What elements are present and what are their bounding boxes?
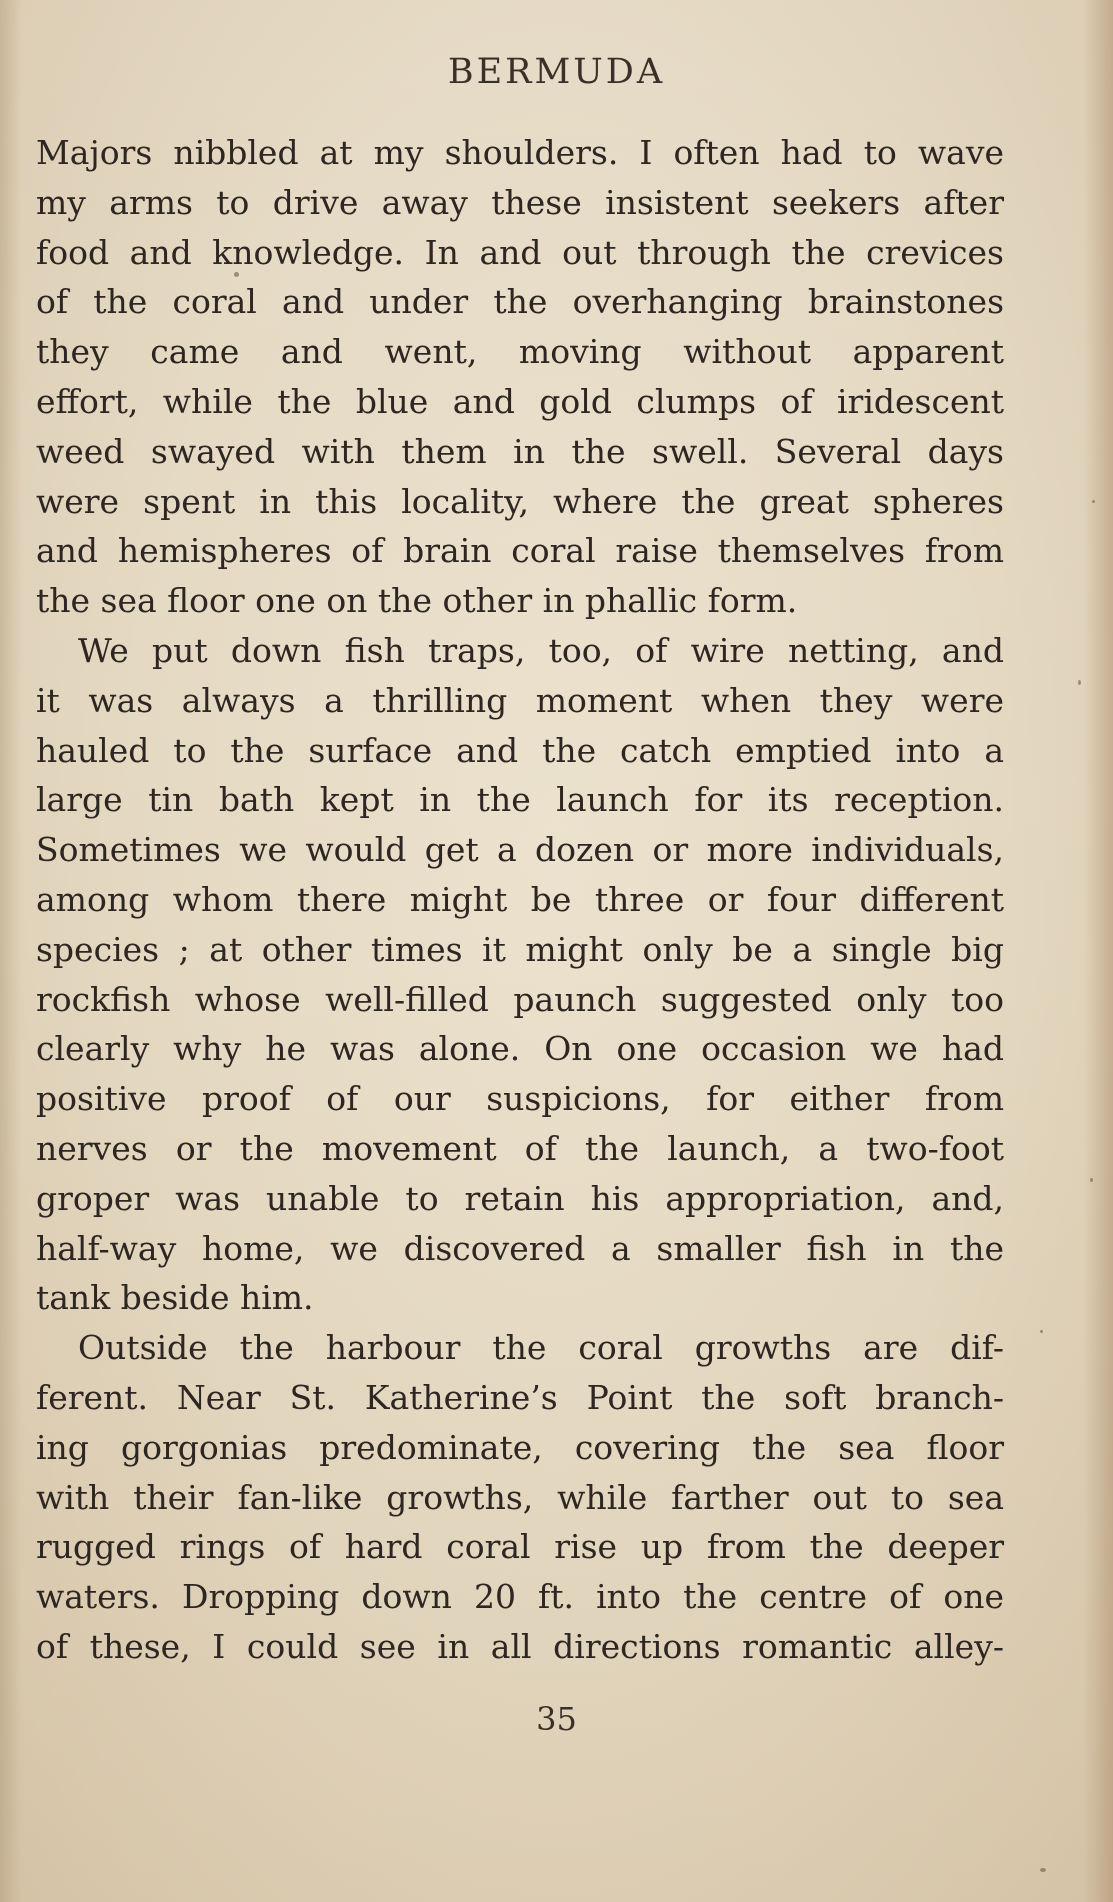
text-line: rockfish whose well-filled paunch suggested only too [36, 979, 1004, 1019]
text-line: effort, while the blue and gold clumps of iridescent [36, 381, 1004, 421]
text-line: ing gorgonias predominate, covering the sea floor [36, 1427, 1004, 1467]
text-line: the sea floor one on the other in phallic form. [36, 581, 798, 621]
paper-speck [1092, 500, 1095, 503]
text-line: of the coral and under the overhanging brainstones [36, 282, 1004, 322]
text-line: groper was unable to retain his appropriation, and, [36, 1178, 1004, 1218]
paper-speck [1040, 1330, 1043, 1333]
text-line: with their fan-like growths, while farther out to sea [36, 1477, 1004, 1517]
text-line: positive proof of our suspicions, for either from [36, 1079, 1004, 1119]
text-line: my arms to drive away these insistent seekers after [36, 182, 1004, 222]
text-line: and hemispheres of brain coral raise themselves from [36, 531, 1004, 571]
running-head: BERMUDA [447, 52, 666, 92]
text-line: species ; at other times it might only be a single big [36, 929, 1004, 969]
text-line: hauled to the surface and the catch emptied into a [36, 730, 1004, 770]
text-line: it was always a thrilling moment when they were [36, 680, 1004, 720]
text-line: Outside the harbour the coral growths are dif- [78, 1328, 1004, 1368]
paper-speck [234, 272, 239, 277]
text-line: were spent in this locality, where the great spheres [36, 481, 1004, 521]
text-line: clearly why he was alone. On one occasion we had [36, 1029, 1004, 1069]
text-line: We put down fish traps, too, of wire netting, and [78, 630, 1004, 670]
body-text [36, 128, 1004, 1672]
text-line: weed swayed with them in the swell. Several days [36, 431, 1004, 471]
text-line: large tin bath kept in the launch for its reception. [36, 780, 1004, 820]
text-line: food and knowledge. In and out through the crevices [36, 232, 1004, 272]
text-line: Majors nibbled at my shoulders. I often had to wave [36, 133, 1004, 172]
text-line: rugged rings of hard coral rise up from the deeper [36, 1527, 1004, 1567]
text-line: waters. Dropping down 20 ft. into the centre of one [36, 1577, 1004, 1617]
text-line: nerves or the movement of the launch, a two-foot [36, 1128, 1004, 1168]
text-line: Sometimes we would get a dozen or more individuals, [36, 830, 1004, 870]
text-line: of these, I could see in all directions romantic alley- [36, 1626, 1004, 1666]
page-number: 35 [536, 1700, 577, 1738]
paper-speck [1040, 1868, 1046, 1872]
paper-speck [1090, 1178, 1093, 1182]
paper-speck [1078, 680, 1081, 685]
text-line: tank beside him. [36, 1278, 314, 1318]
text-line: among whom there might be three or four different [36, 879, 1004, 919]
text-line: they came and went, moving without apparent [36, 332, 1004, 372]
text-line: half-way home, we discovered a smaller fish in the [36, 1228, 1004, 1268]
text-line: ferent. Near St. Katherine’s Point the soft branch- [36, 1377, 1004, 1417]
